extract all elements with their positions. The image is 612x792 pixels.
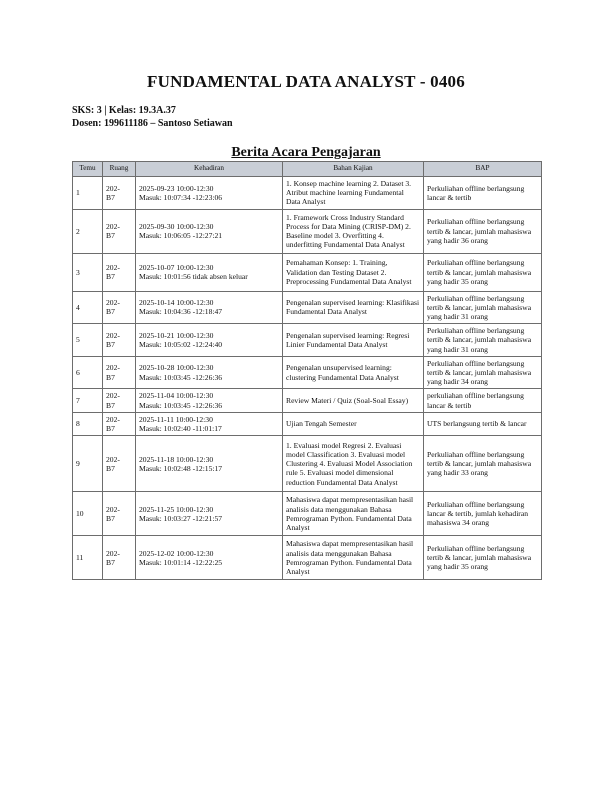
table-row xyxy=(73,253,542,291)
cell-bahan-kajian: Ujian Tengah Semester xyxy=(283,412,424,435)
cell-bap: Perkuliahan offline berlangsung tertib & lancar, jumlah mahasiswa yang hadir 36 orang xyxy=(424,209,542,253)
cell-temu: 5 xyxy=(73,324,103,357)
cell-kehadiran: 2025-11-04 10:00-12:30 Masuk: 10:03:45 -12:26:36 xyxy=(136,389,283,412)
course-info: SKS: 3 | Kelas: 19.3A.37 xyxy=(72,105,176,116)
cell-temu: 7 xyxy=(73,389,103,412)
cell-temu: 1 xyxy=(73,177,103,210)
table-row xyxy=(73,412,542,435)
table-row xyxy=(73,324,542,357)
cell-ruang: 202- B7 xyxy=(103,209,136,253)
cell-bahan-kajian: Pengenalan supervised learning: Regresi Linier Fundamental Data Analyst xyxy=(283,324,424,357)
header-temu: Temu xyxy=(73,162,103,177)
cell-temu: 10 xyxy=(73,492,103,536)
cell-temu: 4 xyxy=(73,291,103,324)
table-row xyxy=(73,356,542,389)
cell-ruang: 202- B7 xyxy=(103,324,136,357)
table-row xyxy=(73,209,542,253)
cell-bahan-kajian: Review Materi / Quiz (Soal-Soal Essay) xyxy=(283,389,424,412)
cell-bap: Perkuliahan offline berlangsung tertib & lancar, jumlah mahasiswa yang hadir 31 orang xyxy=(424,291,542,324)
header-bahan-kajian: Bahan Kajian xyxy=(283,162,424,177)
cell-kehadiran: 2025-09-30 10:00-12:30 Masuk: 10:06:05 -12:27:21 xyxy=(136,209,283,253)
cell-bap: perkuliahan offline berlangsung lancar & tertib xyxy=(424,389,542,412)
cell-bap: Perkuliahan offline berlangsung tertib & lancar, jumlah mahasiswa yang hadir 33 orang xyxy=(424,436,542,492)
table-row xyxy=(73,492,542,536)
table-row xyxy=(73,177,542,210)
cell-bap: Perkuliahan offline berlangsung tertib & lancar, jumlah mahasiswa yang hadir 35 orang xyxy=(424,536,542,580)
teaching-record-table xyxy=(72,161,542,580)
cell-bahan-kajian: Pengenalan unsupervised learning: clustering Fundamental Data Analyst xyxy=(283,356,424,389)
cell-kehadiran: 2025-10-14 10:00-12:30 Masuk: 10:04:36 -12:18:47 xyxy=(136,291,283,324)
cell-ruang: 202- B7 xyxy=(103,536,136,580)
cell-bahan-kajian: Mahasiswa dapat mempresentasikan hasil analisis data menggunakan Bahasa Pemrograman Python. Fundamental Data Analyst xyxy=(283,536,424,580)
cell-kehadiran: 2025-12-02 10:00-12:30 Masuk: 10:01:14 -12:22:25 xyxy=(136,536,283,580)
cell-bahan-kajian: 1. Konsep machine learning 2. Dataset 3. Atribut machine learning Fundamental Data Analyst xyxy=(283,177,424,210)
cell-bahan-kajian: Pengenalan supervised learning: Klasifikasi Fundamental Data Analyst xyxy=(283,291,424,324)
table-row xyxy=(73,536,542,580)
cell-bap: Perkuliahan offline berlangsung lancar & tertib xyxy=(424,177,542,210)
cell-kehadiran: 2025-10-07 10:00-12:30 Masuk: 10:01:56 tidak absen keluar xyxy=(136,253,283,291)
cell-ruang: 202- B7 xyxy=(103,389,136,412)
cell-bap: UTS berlangsung tertib & lancar xyxy=(424,412,542,435)
cell-ruang: 202- B7 xyxy=(103,177,136,210)
cell-ruang: 202- B7 xyxy=(103,412,136,435)
cell-temu: 11 xyxy=(73,536,103,580)
cell-ruang: 202- B7 xyxy=(103,291,136,324)
cell-temu: 8 xyxy=(73,412,103,435)
cell-bap: Perkuliahan offline berlangsung tertib & lancar, jumlah mahasiswa yang hadir 34 orang xyxy=(424,356,542,389)
cell-ruang: 202- B7 xyxy=(103,436,136,492)
table-row xyxy=(73,389,542,412)
cell-bap: Perkuliahan offline berlangsung tertib & lancar, jumlah mahasiswa yang hadir 31 orang xyxy=(424,324,542,357)
lecturer-info: Dosen: 199611186 – Santoso Setiawan xyxy=(72,118,233,129)
cell-kehadiran: 2025-10-28 10:00-12:30 Masuk: 10:03:45 -12:26:36 xyxy=(136,356,283,389)
cell-kehadiran: 2025-09-23 10:00-12:30 Masuk: 10:07:34 -12:23:06 xyxy=(136,177,283,210)
table-row xyxy=(73,436,542,492)
cell-temu: 2 xyxy=(73,209,103,253)
cell-temu: 6 xyxy=(73,356,103,389)
cell-kehadiran: 2025-10-21 10:00-12:30 Masuk: 10:05:02 -12:24:40 xyxy=(136,324,283,357)
cell-bap: Perkuliahan offline berlangsung lancar & tertib, jumlah kehadiran mahasiswa 34 orang xyxy=(424,492,542,536)
cell-bahan-kajian: 1. Evaluasi model Regresi 2. Evaluasi model Classification 3. Evaluasi model Clustering 4. Evaluasi Model Association rule 5. Evaluasi model dimensional reduction Fundamental Data Analyst xyxy=(283,436,424,492)
document-title: FUNDAMENTAL DATA ANALYST - 0406 xyxy=(147,72,465,91)
cell-bahan-kajian: 1. Framework Cross Industry Standard Process for Data Mining (CRISP-DM) 2. Baseline model 3. Overfitting 4. underfitting Fundamental Data Analyst xyxy=(283,209,424,253)
cell-bap: Perkuliahan offline berlangsung tertib & lancar, jumlah mahasiswa yang hadir 35 orang xyxy=(424,253,542,291)
header-kehadiran: Kehadiran xyxy=(136,162,283,177)
section-title: Berita Acara Pengajaran xyxy=(231,145,381,160)
cell-bahan-kajian: Pemahaman Konsep: 1. Training, Validation dan Testing Dataset 2. Preprocessing Fundamental Data Analyst xyxy=(283,253,424,291)
cell-ruang: 202- B7 xyxy=(103,356,136,389)
header-bap: BAP xyxy=(424,162,542,177)
table-body xyxy=(73,177,542,580)
table-header-row xyxy=(73,162,542,177)
cell-kehadiran: 2025-11-25 10:00-12:30 Masuk: 10:03:27 -12:21:57 xyxy=(136,492,283,536)
cell-kehadiran: 2025-11-18 10:00-12:30 Masuk: 10:02:48 -12:15:17 xyxy=(136,436,283,492)
cell-temu: 9 xyxy=(73,436,103,492)
header-ruang: Ruang xyxy=(103,162,136,177)
table-row xyxy=(73,291,542,324)
cell-temu: 3 xyxy=(73,253,103,291)
cell-kehadiran: 2025-11-11 10:00-12:30 Masuk: 10:02:40 -11:01:17 xyxy=(136,412,283,435)
cell-ruang: 202- B7 xyxy=(103,492,136,536)
cell-bahan-kajian: Mahasiswa dapat mempresentasikan hasil analisis data menggunakan Bahasa Pemrograman Python. Fundamental Data Analyst xyxy=(283,492,424,536)
cell-ruang: 202- B7 xyxy=(103,253,136,291)
